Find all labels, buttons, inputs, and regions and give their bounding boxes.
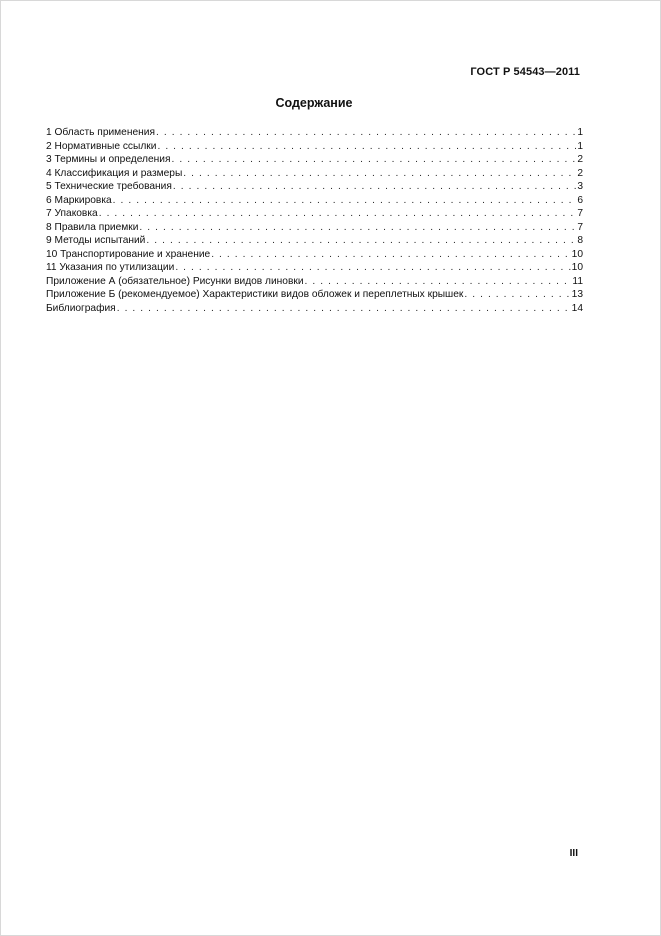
toc-entry-classification[interactable] [46,167,583,181]
dot-leader [175,261,570,275]
dot-leader [157,140,576,154]
toc-entry-page: 1 [577,140,583,152]
toc-entry-page: 1 [577,127,583,138]
toc-entry-label: 8 Правила приемки [46,221,139,233]
dot-leader [183,167,576,181]
toc-entry-page: 7 [577,208,583,219]
toc-entry-label: 4 Классификация и размеры [46,167,183,179]
toc-entry-label: 5 Технические требования [46,181,172,192]
toc-entry-scope[interactable] [46,126,583,140]
toc-entry-acceptance-rules[interactable] [46,221,583,235]
toc-entry-marking[interactable] [46,194,583,208]
toc-entry-label: 11 Указания по утилизации [46,262,175,273]
dot-leader [305,275,572,289]
dot-leader [99,207,577,221]
toc-entry-packaging[interactable] [46,207,583,221]
dot-leader [146,234,576,248]
toc-entry-technical-requirements[interactable] [46,180,583,194]
toc-entry-label: 2 Нормативные ссылки [46,140,157,152]
toc-entry-disposal[interactable] [46,261,583,275]
toc-entry-label: 9 Методы испытаний [46,235,146,246]
toc-entry-page: 10 [571,262,583,273]
toc-entry-normative-references[interactable] [46,140,583,154]
toc-entry-label: 7 Упаковка [46,208,98,219]
dot-leader [464,288,570,302]
dot-leader [113,194,577,208]
toc-title: Содержание [275,96,353,110]
toc-entry-appendix-b[interactable] [46,288,583,302]
toc-entry-test-methods[interactable] [46,234,583,248]
dot-leader [117,302,571,316]
toc-entry-page: 2 [577,154,583,165]
toc-entry-transport-storage[interactable] [46,248,583,262]
toc-entry-page: 11 [572,275,583,287]
toc-entry-page: 8 [577,235,583,246]
toc-entry-label: 3 Термины и определения [46,154,171,165]
dot-leader [211,248,570,262]
toc-entry-label: Приложение А (обязательное) Рисунки видов линовки [46,275,304,287]
document-code: ГОСТ Р 54543—2011 [470,66,580,78]
table-of-contents [46,126,583,315]
toc-entry-page: 13 [571,289,583,300]
toc-entry-appendix-a[interactable] [46,275,583,289]
toc-entry-label: 6 Маркировка [46,194,112,206]
toc-entry-page: 3 [577,181,583,192]
toc-entry-page: 10 [571,248,583,260]
toc-entry-page: 2 [577,167,583,179]
toc-entry-page: 14 [571,302,583,314]
dot-leader [139,221,576,235]
toc-entry-label: 1 Область применения [46,127,155,138]
toc-entry-terms[interactable] [46,153,583,167]
toc-entry-label: Библиография [46,302,116,314]
dot-leader [171,153,576,167]
toc-entry-label: 10 Транспортирование и хранение [46,248,211,260]
dot-leader [156,126,576,140]
toc-entry-page: 6 [577,194,583,206]
toc-entry-label: Приложение Б (рекомендуемое) Характеристики видов обложек и переплетных крышек [46,289,464,300]
toc-entry-page: 7 [577,221,583,233]
page-number: III [569,848,578,859]
toc-entry-bibliography[interactable] [46,302,583,316]
dot-leader [173,180,576,194]
